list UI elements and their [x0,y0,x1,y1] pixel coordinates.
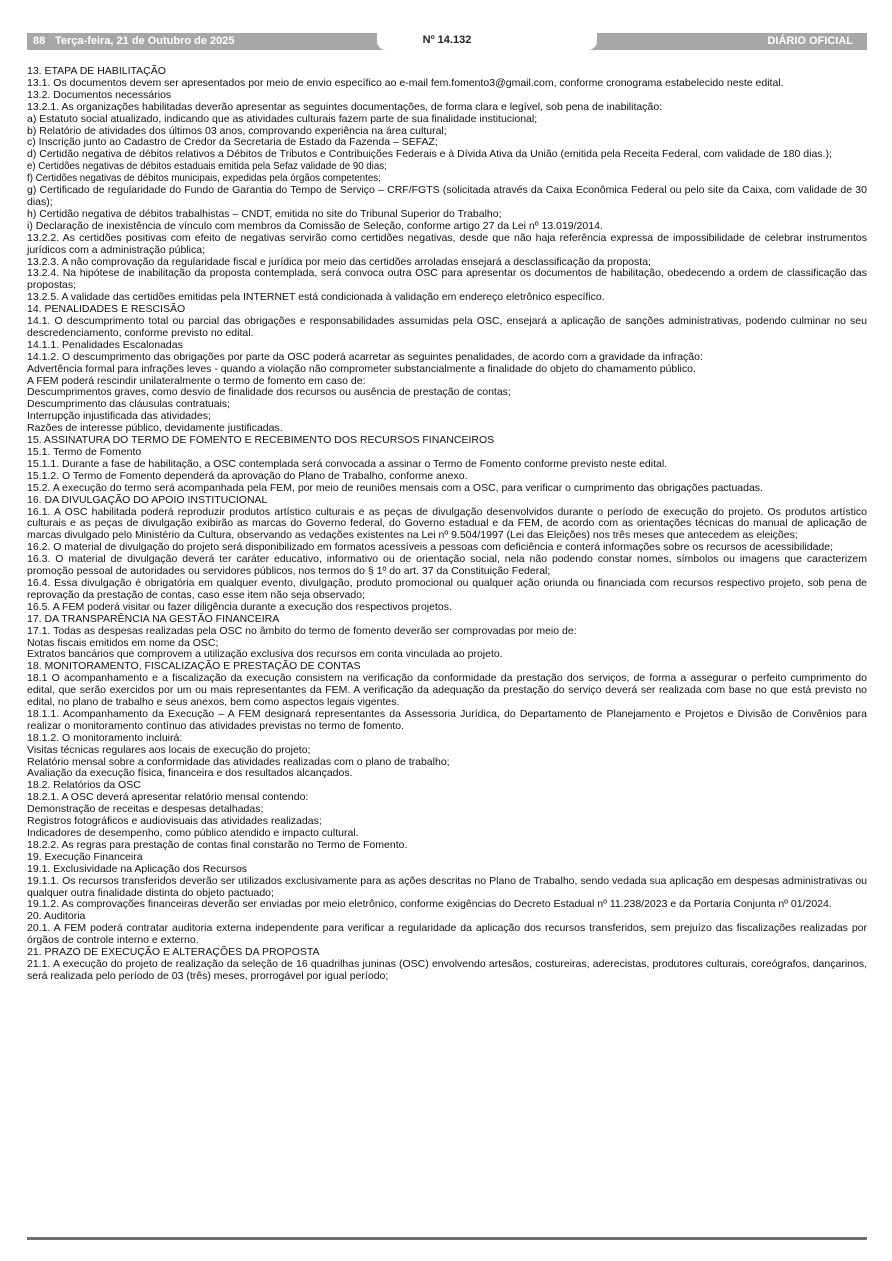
paragraph: Extratos bancários que comprovem a utilização exclusiva dos recursos em conta vinculada ao projeto. [27,648,503,661]
paragraph: 15.1. Termo de Fomento [27,446,142,458]
paragraph: Registros fotográficos e audiovisuais das atividades realizadas; [27,815,322,828]
paragraph: 19.1.1. Os recursos transferidos deverão ser utilizados exclusivamente para as ações descritas no Plano de Trabalho, sendo vedada sua aplicação em despesas administrativas ou qualquer outra finalidade distinta do objeto pactuado; [27,874,867,899]
paragraph: 13.2. Documentos necessários [27,88,172,101]
paragraph: d) Certidão negativa de débitos relativos a Débitos de Tributos e Contribuições Federais e à Dívida Ativa da União (emitida pela Receita Federal, com validade de 180 dias.); [27,148,832,161]
paragraph: Avaliação da execução física, financeira e dos resultados alcançados. [27,767,353,780]
page-header [27,33,867,50]
paragraph: Visitas técnicas regulares aos locais de execução do projeto; [27,743,311,756]
paragraph: h) Certidão negativa de débitos trabalhistas – CNDT, emitida no site do Tribunal Superior do Trabalho; [27,207,502,220]
paragraph: A FEM poderá rescindir unilateralmente o termo de fomento em caso de: [27,374,366,387]
paragraph: Interrupção injustificada das atividades; [27,410,211,423]
paragraph: 13.2.3. A não comprovação da regularidade fiscal e jurídica por meio das certidões arroladas ensejará a desclassificação da proposta; [27,255,651,268]
paragraph: f) Certidões negativas de débitos municipais, expedidas pela órgãos competentes; [27,173,381,185]
paragraph: 18. MONITORAMENTO, FISCALIZAÇÃO E PRESTAÇÃO DE CONTAS [27,660,361,673]
paragraph: 16.1. A OSC habilitada poderá reproduzir produtos artístico culturais e as peças de divulgação desenvolvidos durante o período de execução do projeto. Os produtos artístico culturais e as peças de divulgação exibirão as marcas do Governo federal, do Governo estadual e da FEM, de acordo com as orientações técnicas do manual de aplicação de marcas divulgado pelo Ministério da Cultura, observando as vedações existentes na Lei nº 9.504/1997 (Lei das Eleições) nos três meses que antecedem as eleições; [27,505,867,542]
paragraph: Relatório mensal sobre a conformidade das atividades realizadas com o plano de trabalho; [27,755,450,768]
paragraph: 21. PRAZO DE EXECUÇÃO E ALTERAÇÕES DA PROPOSTA [27,946,320,959]
paragraph: 13.1. Os documentos devem ser apresentados por meio de envio específico ao e-mail fem.fomento3@gmail.com, conforme cronograma estabelecido neste edital. [27,76,784,89]
issue-number: Nº 14.132 [422,34,472,46]
publication-date: Terça-feira, 21 de Outubro de 2025 [55,35,235,47]
paragraph: 13.2.5. A validade das certidões emitidas pela INTERNET está condicionada à validação em endereço eletrônico específico. [27,291,605,304]
document-body [27,66,867,983]
paragraph: 18.1 O acompanhamento e a fiscalização da execução consistem na verificação da conformidade da prestação dos serviços, de forma a assegurar o perfeito cumprimento do edital, que serão exercidos por um ou mais representantes da FEM. A verificação da adequação da prestação do serviço deverá ser realizada com base no que está previsto no edital, no plano de trabalho e seus anexos, bem como aspectos legais vigentes. [27,672,867,709]
paragraph: 16.2. O material de divulgação do projeto será disponibilizado em formatos acessíveis a pessoas com deficiência e conterá informações sobre os recursos de acessibilidade; [27,541,834,554]
paragraph: 13. ETAPA DE HABILITAÇÃO [27,65,166,77]
paragraph: b) Relatório de atividades dos últimos 03 anos, comprovando experiência na área cultural; [27,124,447,137]
paragraph: 13.2.2. As certidões positivas com efeito de negativas servirão como certidões negativas, desde que não haja referência expressa de impossibilidade de celebrar instrumentos jurídicos com a administração pública; [27,231,867,256]
paragraph: 19.1.2. As comprovações financeiras deverão ser enviadas por meio eletrônico, conforme exigências do Decreto Estadual nº 11.238/2023 e da Portaria Conjunta nº 01/2024. [27,898,832,911]
paragraph: 20. Auditoria [27,910,86,923]
paragraph: Notas fiscais emitidos em nome da OSC; [27,636,219,649]
paragraph: 15.2. A execução do termo será acompanhada pela FEM, por meio de reuniões mensais com a OSC, para verificar o cumprimento das obrigações pactuadas. [27,481,763,494]
paragraph: Descumprimentos graves, como desvio de finalidade dos recursos ou ausência de prestação de contas; [27,386,511,399]
paragraph: 18.2. Relatórios da OSC [27,779,141,792]
paragraph: 18.1.1. Acompanhamento da Execução – A FEM designará representantes da Assessoria Jurídica, do Departamento de Planejamento e Projetos e Divisão de Convênios para realizar o monitoramento contínuo das atividades previstas no termo de fomento. [27,707,867,732]
paragraph: 20.1. A FEM poderá contratar auditoria externa independente para verificar a regularidade da aplicação dos recursos transferidos, sem prejuízo das fiscalizações realizadas por órgãos de controle interno e externo. [27,922,867,947]
paragraph: 19.1. Exclusividade na Aplicação dos Recursos [27,862,248,875]
paragraph: 21.1. A execução do projeto de realização da seleção de 16 quadrilhas juninas (OSC) envolvendo artesãos, costureiras, aderecistas, produtores culturais, coreógrafos, dançarinos, será realizada pelo período de 03 (três) meses, prorrogável por igual período; [27,957,867,982]
paragraph: Advertência formal para infrações leves - quando a violação não comprometer substancialmente a finalidade do objeto do chamamento público. [27,362,696,375]
paragraph: 14.1. O descumprimento total ou parcial das obrigações e responsabilidades assumidas pela OSC, ensejará a aplicação de sanções administrativas, podendo culminar no seu descredenciamento, conforme previsto no edital. [27,315,867,339]
paragraph: 16.4. Essa divulgação é obrigatória em qualquer evento, divulgação, produto promocional ou qualquer ação oriunda ou financiada com recursos respectivo projeto, sob pena de reprovação da prestação de contas, caso esse item não seja observado; [27,576,867,601]
paragraph: 15.1.1. Durante a fase de habilitação, a OSC contemplada será convocada a assinar o Termo de Fomento conforme previsto neste edital. [27,457,668,470]
paragraph: e) Certidões negativas de débitos estaduais emitida pela Sefaz validade de 90 dias; [27,161,387,173]
paragraph: g) Certificado de regularidade do Fundo de Garantia do Tempo de Serviço – CRF/FGTS (solicitada através da Caixa Econômica Federal ou pelo site da Caixa, com validade de 30 dias); [27,184,867,208]
footer-rule [27,1237,867,1240]
paragraph: 18.1.2. O monitoramento incluirá: [27,731,183,744]
paragraph: Demonstração de receitas e despesas detalhadas; [27,803,264,816]
paragraph: 15.1.2. O Termo de Fomento dependerá da aprovação do Plano de Trabalho, conforme anexo. [27,469,468,482]
paragraph: 16. DA DIVULGAÇÃO DO APOIO INSTITUCIONAL [27,493,268,506]
paragraph: Descumprimento das cláusulas contratuais; [27,398,231,411]
paragraph: 13.2.4. Na hipótese de inabilitação da proposta contemplada, será convoca outra OSC para apresentar os documentos de habilitação, obedecendo a ordem de classificação das propostas; [27,267,867,292]
paragraph: 18.2.1. A OSC deverá apresentar relatório mensal contendo: [27,791,309,804]
paragraph: Razões de interesse público, devidamente justificadas. [27,422,283,435]
paragraph: 19. Execução Financeira [27,850,143,863]
paragraph: 18.2.2. As regras para prestação de contas final constarão no Termo de Fomento. [27,838,408,851]
page-number: 88 [33,35,46,47]
publication-title: DIÁRIO OFICIAL [767,35,853,47]
paragraph: 17.1. Todas as despesas realizadas pela OSC no âmbito do termo de fomento deverão ser comprovadas por meio de: [27,624,577,637]
paragraph: 13.2.1. As organizações habilitadas deverão apresentar as seguintes documentações, de forma clara e legível, sob pena de inabilitação: [27,100,663,113]
paragraph: Indicadores de desempenho, como público atendido e impacto cultural. [27,827,359,839]
paragraph: c) Inscrição junto ao Cadastro de Credor da Secretaria de Estado da Fazenda – SEFAZ; [27,136,438,149]
paragraph: 14.1.1. Penalidades Escalonadas [27,338,183,351]
paragraph: 14.1.2. O descumprimento das obrigações por parte da OSC poderá acarretar as seguintes penalidades, de acordo com a gravidade da infração: [27,350,703,363]
paragraph: 16.3. O material de divulgação deverá ter caráter educativo, informativo ou de orientação social, nela não podendo constar nomes, símbolos ou imagens que caracterizem promoção pessoal de autoridades ou servidores públicos, nos termos do § 1º do art. 37 da Constituição Federal; [27,553,867,578]
paragraph: 15. ASSINATURA DO TERMO DE FOMENTO E RECEBIMENTO DOS RECURSOS FINANCEIROS [27,434,495,447]
paragraph: a) Estatuto social atualizado, indicando que as atividades culturais fazem parte de sua finalidade institucional; [27,112,538,125]
paragraph: 14. PENALIDADES E RESCISÃO [27,303,186,316]
paragraph: 16.5. A FEM poderá visitar ou fazer diligência durante a execução dos respectivos projetos. [27,600,452,613]
paragraph: i) Declaração de inexistência de vínculo com membros da Comissão de Seleção, conforme artigo 27 da Lei nº 13.019/2014. [27,219,603,232]
paragraph: 17. DA TRANSPARÊNCIA NA GESTÃO FINANCEIRA [27,612,280,625]
